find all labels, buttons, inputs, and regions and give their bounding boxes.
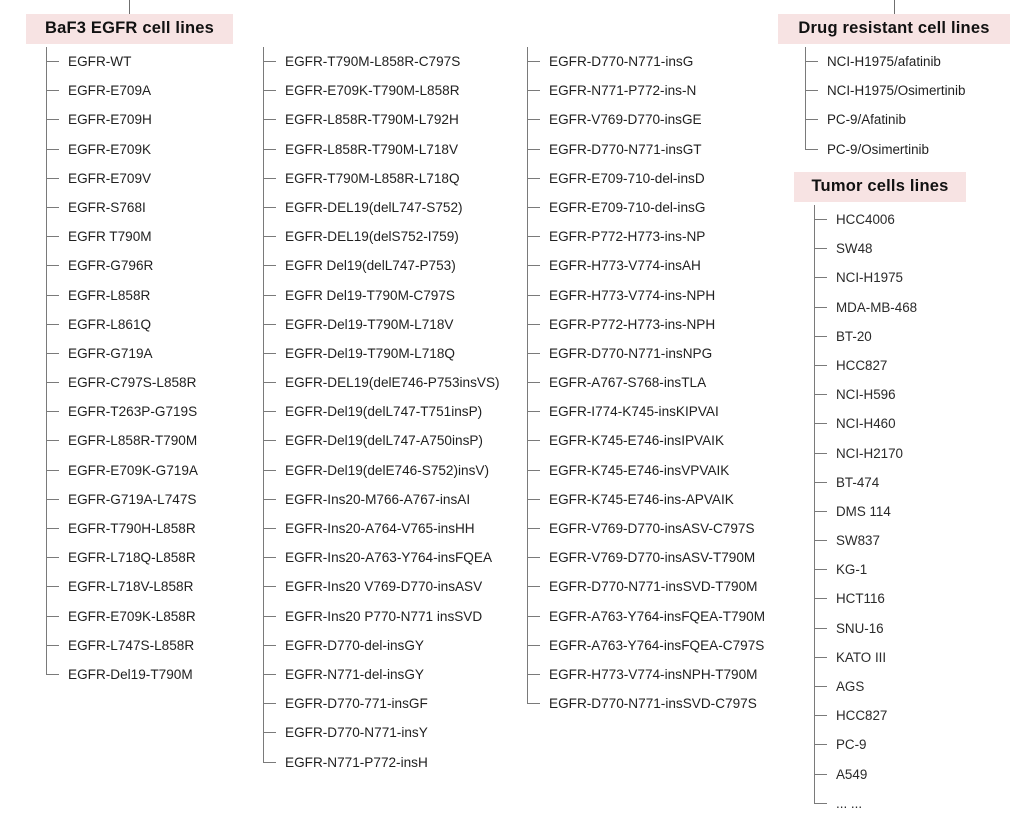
cell-line-item: PC-9/Osimertinib	[805, 135, 965, 164]
cell-line-item: EGFR-V769-D770-insGE	[527, 105, 765, 134]
cell-line-item: EGFR-L858R-T790M-L718V	[263, 135, 500, 164]
cell-line-item: EGFR-DEL19(delS752-I759)	[263, 222, 500, 251]
cell-line-item: EGFR-L858R	[46, 281, 198, 310]
cell-line-item: EGFR-G719A-L747S	[46, 485, 198, 514]
cell-line-item: EGFR-G796R	[46, 251, 198, 280]
cell-line-item: EGFR-K745-E746-insIPVAIK	[527, 426, 765, 455]
column-tumor	[814, 205, 917, 818]
cell-line-item: EGFR-E709K-L858R	[46, 602, 198, 631]
cell-line-item: EGFR-H773-V774-ins-NPH	[527, 281, 765, 310]
cell-line-item: EGFR-L747S-L858R	[46, 631, 198, 660]
cell-line-item: A549	[814, 760, 917, 789]
cell-line-item: EGFR-Del19-T790M-L718Q	[263, 339, 500, 368]
cell-line-item: EGFR-D770-del-insGY	[263, 631, 500, 660]
connector-stem-drug-resistant	[894, 0, 895, 14]
cell-line-item: EGFR-WT	[46, 47, 198, 76]
cell-line-item: EGFR-E709A	[46, 76, 198, 105]
cell-line-item: EGFR-E709-710-del-insD	[527, 164, 765, 193]
cell-line-item: EGFR-N771-P772-insH	[263, 748, 500, 777]
cell-line-item: EGFR-DEL19(delL747-S752)	[263, 193, 500, 222]
cell-line-item: SW837	[814, 526, 917, 555]
cell-line-item: EGFR-Del19(delE746-S752)insV)	[263, 456, 500, 485]
cell-line-item: MDA-MB-468	[814, 293, 917, 322]
cell-line-item: EGFR-T263P-G719S	[46, 397, 198, 426]
cell-line-item: EGFR-T790M-L858R-L718Q	[263, 164, 500, 193]
column-baf3-1	[46, 47, 198, 689]
cell-line-item: EGFR-D770-N771-insNPG	[527, 339, 765, 368]
cell-line-item: SW48	[814, 234, 917, 263]
cell-line-item: EGFR-K745-E746-ins-APVAIK	[527, 485, 765, 514]
cell-line-item: ... ...	[814, 789, 917, 818]
cell-line-item: EGFR-L718V-L858R	[46, 572, 198, 601]
cell-line-item: EGFR-L861Q	[46, 310, 198, 339]
cell-line-item: EGFR-G719A	[46, 339, 198, 368]
cell-line-item: EGFR-L858R-T790M	[46, 426, 198, 455]
cell-line-item: EGFR-Ins20-A764-V765-insHH	[263, 514, 500, 543]
cell-line-item: EGFR-E709V	[46, 164, 198, 193]
cell-line-item: EGFR T790M	[46, 222, 198, 251]
cell-line-item: EGFR-T790H-L858R	[46, 514, 198, 543]
cell-line-item: EGFR-D770-N771-insGT	[527, 135, 765, 164]
cell-line-item: EGFR-P772-H773-ins-NPH	[527, 310, 765, 339]
column-drug-resistant	[805, 47, 965, 164]
cell-line-item: EGFR-Ins20-M766-A767-insAI	[263, 485, 500, 514]
cell-line-item: NCI-H1975	[814, 263, 917, 292]
cell-line-item: KG-1	[814, 555, 917, 584]
cell-line-item: EGFR-T790M-L858R-C797S	[263, 47, 500, 76]
cell-line-item: DMS 114	[814, 497, 917, 526]
column-baf3-2	[263, 47, 500, 777]
cell-line-item: EGFR-D770-771-insGF	[263, 689, 500, 718]
cell-line-item: PC-9	[814, 730, 917, 759]
cell-line-item: EGFR-P772-H773-ins-NP	[527, 222, 765, 251]
cell-line-item: EGFR-Del19-T790M	[46, 660, 198, 689]
cell-line-item: EGFR-A763-Y764-insFQEA-T790M	[527, 602, 765, 631]
cell-line-item: EGFR-L858R-T790M-L792H	[263, 105, 500, 134]
cell-line-item: EGFR-A767-S768-insTLA	[527, 368, 765, 397]
cell-line-item: HCC827	[814, 701, 917, 730]
cell-line-item: NCI-H2170	[814, 439, 917, 468]
cell-line-item: EGFR-K745-E746-insVPVAIK	[527, 456, 765, 485]
cell-line-item: HCC827	[814, 351, 917, 380]
cell-line-item: EGFR-L718Q-L858R	[46, 543, 198, 572]
cell-line-item: KATO III	[814, 643, 917, 672]
cell-line-item: EGFR-Ins20-A763-Y764-insFQEA	[263, 543, 500, 572]
cell-line-item: EGFR-V769-D770-insASV-T790M	[527, 543, 765, 572]
cell-line-item: EGFR-E709K-T790M-L858R	[263, 76, 500, 105]
cell-line-item: EGFR-D770-N771-insY	[263, 718, 500, 747]
cell-line-item: EGFR Del19(delL747-P753)	[263, 251, 500, 280]
group-header-baf3: BaF3 EGFR cell lines	[26, 14, 233, 44]
cell-line-item: EGFR-E709H	[46, 105, 198, 134]
cell-line-item: EGFR-H773-V774-insNPH-T790M	[527, 660, 765, 689]
cell-line-item: EGFR-D770-N771-insSVD-C797S	[527, 689, 765, 718]
cell-line-item: NCI-H1975/afatinib	[805, 47, 965, 76]
cell-line-item: EGFR-H773-V774-insAH	[527, 251, 765, 280]
cell-line-item: EGFR-I774-K745-insKIPVAI	[527, 397, 765, 426]
cell-line-item: PC-9/Afatinib	[805, 105, 965, 134]
group-header-drug-resistant: Drug resistant cell lines	[778, 14, 1010, 44]
cell-line-item: EGFR-Del19(delL747-A750insP)	[263, 426, 500, 455]
cell-line-item: EGFR-Ins20 V769-D770-insASV	[263, 572, 500, 601]
cell-line-item: EGFR-Del19(delL747-T751insP)	[263, 397, 500, 426]
column-baf3-3	[527, 47, 765, 718]
cell-line-item: EGFR-A763-Y764-insFQEA-C797S	[527, 631, 765, 660]
cell-line-item: BT-474	[814, 468, 917, 497]
cell-line-item: SNU-16	[814, 614, 917, 643]
group-header-tumor: Tumor cells lines	[794, 172, 966, 202]
cell-line-item: NCI-H1975/Osimertinib	[805, 76, 965, 105]
cell-line-item: BT-20	[814, 322, 917, 351]
cell-line-item: HCC4006	[814, 205, 917, 234]
cell-line-item: EGFR-E709K-G719A	[46, 456, 198, 485]
cell-line-item: EGFR Del19-T790M-C797S	[263, 281, 500, 310]
connector-stem-baf3	[129, 0, 130, 14]
cell-line-item: EGFR-N771-P772-ins-N	[527, 76, 765, 105]
cell-line-item: EGFR-C797S-L858R	[46, 368, 198, 397]
cell-line-item: NCI-H460	[814, 409, 917, 438]
cell-line-item: EGFR-N771-del-insGY	[263, 660, 500, 689]
cell-line-item: AGS	[814, 672, 917, 701]
cell-line-item: EGFR-Ins20 P770-N771 insSVD	[263, 602, 500, 631]
cell-line-item: EGFR-V769-D770-insASV-C797S	[527, 514, 765, 543]
cell-line-item: HCT116	[814, 584, 917, 613]
cell-line-item: EGFR-D770-N771-insSVD-T790M	[527, 572, 765, 601]
cell-line-item: EGFR-E709-710-del-insG	[527, 193, 765, 222]
cell-line-item: EGFR-Del19-T790M-L718V	[263, 310, 500, 339]
cell-line-item: EGFR-S768I	[46, 193, 198, 222]
cell-line-item: EGFR-DEL19(delE746-P753insVS)	[263, 368, 500, 397]
cell-line-item: EGFR-E709K	[46, 135, 198, 164]
cell-line-item: EGFR-D770-N771-insG	[527, 47, 765, 76]
cell-line-item: NCI-H596	[814, 380, 917, 409]
